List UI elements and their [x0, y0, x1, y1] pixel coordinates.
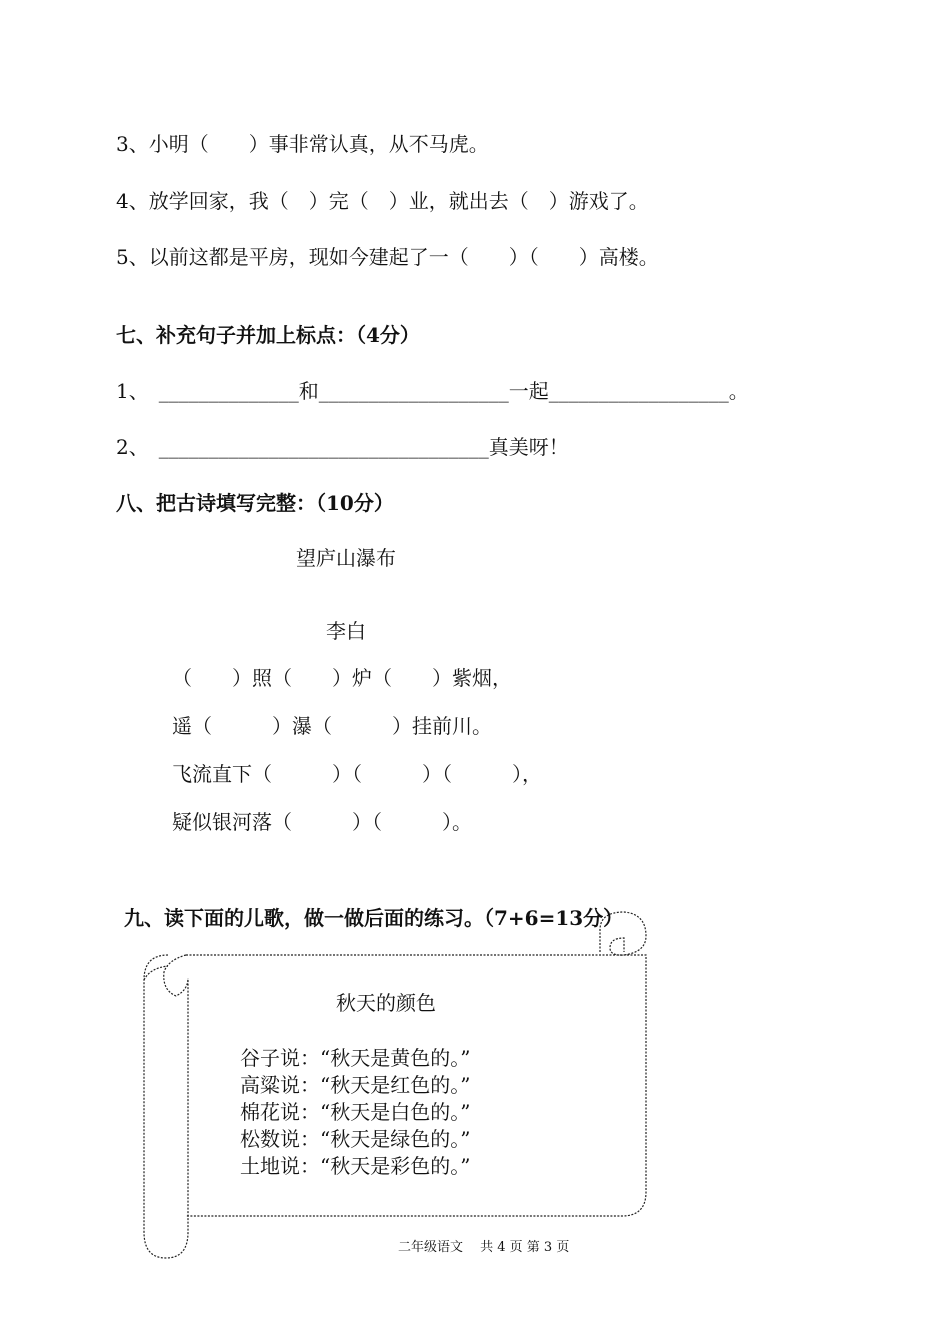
section-9-heading: 九、读下面的儿歌，做一做后面的练习。（7+6=13分）	[124, 906, 624, 930]
poem-title: 望庐山瀑布	[296, 546, 396, 570]
poem-line-4: 疑似银河落（ ）（ ）。	[172, 810, 472, 834]
poem-line-3: 飞流直下（ ）（ ）（ ），	[172, 762, 542, 786]
song-line-4: 松数说：“秋天是绿色的。”	[240, 1127, 471, 1151]
sentence-line-1: 1、 ______________和___________________一起__________________。	[116, 379, 749, 403]
song-line-3: 棉花说：“秋天是白色的。”	[240, 1100, 471, 1124]
fill-item-3: 3、小明（ ）事非常认真，从不马虎。	[116, 132, 489, 156]
poem-line-1: （ ）照（ ）炉（ ）紫烟，	[172, 666, 512, 690]
page-footer: 二年级语文 共 4 页 第 3 页	[398, 1240, 570, 1255]
poem-line-2: 遥（ ）瀑（ ）挂前川。	[172, 714, 492, 738]
fill-item-5: 5、以前这都是平房，现如今建起了一（ ）（ ）高楼。	[116, 245, 659, 269]
song-line-2: 高粱说：“秋天是红色的。”	[240, 1073, 471, 1097]
sentence-line-2: 2、 _________________________________真美呀！	[116, 435, 569, 459]
song-line-1: 谷子说：“秋天是黄色的。”	[240, 1046, 471, 1070]
section-7-heading: 七、补充句子并加上标点：（4分）	[116, 323, 420, 347]
section-8-heading: 八、把古诗填写完整：（10分）	[116, 491, 394, 515]
song-line-5: 土地说：“秋天是彩色的。”	[240, 1154, 471, 1178]
poem-author: 李白	[326, 619, 366, 643]
fill-item-4: 4、放学回家，我（ ）完（ ）业，就出去（ ）游戏了。	[116, 189, 649, 213]
song-title: 秋天的颜色	[336, 991, 436, 1015]
